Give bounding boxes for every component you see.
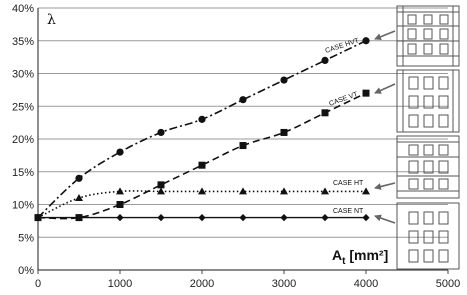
x-tick-label: 4000 [353,278,379,290]
data-point [199,162,206,169]
series-line [38,93,366,218]
x-tick-label: 0 [34,278,42,290]
data-point [322,109,329,116]
series-label: CASE VT [328,91,359,108]
y-tick-label: 10% [11,199,34,212]
series-label: CASE NT [333,208,364,215]
x-axis-label-main: A [332,247,343,263]
x-axis-label-unit: [mm²] [345,247,389,263]
data-point [117,201,124,208]
data-point [75,175,82,182]
series-case-nt [38,208,370,221]
building-illustrations [397,6,459,269]
axes [12,3,460,290]
x-axis-label [332,247,388,267]
series-case-hvt [38,37,370,217]
series-case-vt [38,90,370,221]
data-point [321,214,328,221]
y-tick-label: 5% [18,232,34,245]
y-tick-label: 0% [18,265,34,277]
arrow-vt-icon [375,84,395,93]
data-point [280,76,287,83]
data-point [157,214,164,221]
data-point [198,187,206,194]
svg-text:At [mm²] [332,247,388,267]
x-tick-label: 5000 [435,278,461,290]
data-series [35,37,371,221]
data-point [240,142,247,149]
x-tick-label: 1000 [107,278,133,290]
building-hvt-icon [397,6,459,66]
data-point [116,214,123,221]
data-point [363,90,370,97]
y-tick-label: 35% [11,35,34,48]
data-point [198,116,205,123]
series-label: CASE HT [333,180,364,187]
data-point [362,214,369,221]
data-point [362,187,370,194]
x-tick-label: 3000 [271,278,297,290]
arrow-hvt-icon [375,31,395,39]
y-tick-label: 15% [11,166,34,179]
building-vt-icon [397,70,459,132]
data-point [116,149,123,156]
data-point [280,214,287,221]
data-point-origin [35,214,42,221]
x-axis-label-sub: t [342,256,346,267]
data-point [198,214,205,221]
y-tick-label: 30% [11,68,34,81]
y-tick-label: 20% [11,134,34,146]
y-tick-label: 25% [11,101,34,114]
data-point [321,57,328,64]
data-point [281,129,288,136]
pointer-arrows [375,31,395,223]
data-point [158,181,165,188]
data-point [239,214,246,221]
data-point [239,96,246,103]
arrow-ht-icon [375,183,395,188]
x-tick-label: 2000 [189,278,215,290]
series-case-ht [38,180,370,218]
arrow-nt-icon [375,216,395,223]
building-nt-icon [397,203,459,269]
series-label: CASE HVT [324,37,360,55]
gridlines [38,8,448,237]
data-point [362,37,369,44]
data-point [157,129,164,136]
y-axis-label: λ [47,12,56,28]
y-tick-label: 40% [11,3,34,15]
building-ht-icon [397,136,459,198]
